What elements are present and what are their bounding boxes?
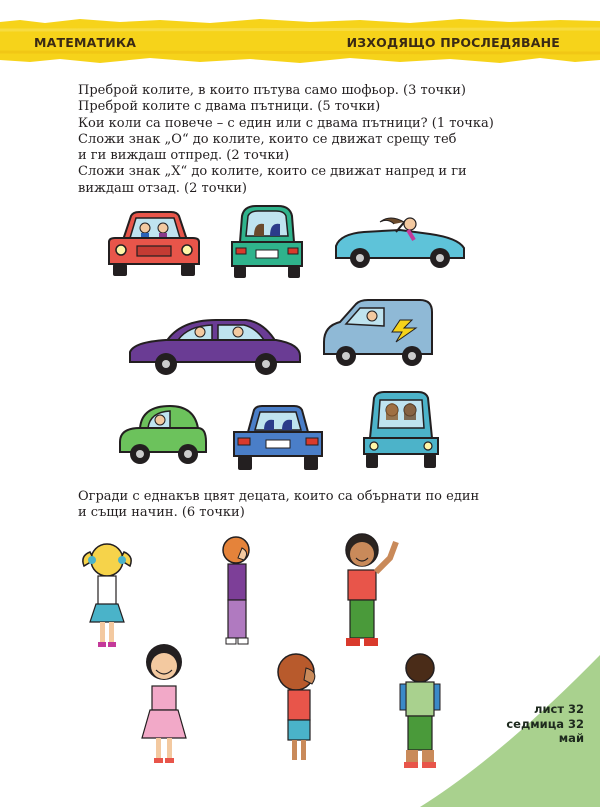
purple-sedan-illustration [126,312,304,382]
red-car-front-illustration [103,208,205,280]
blue-car-rear-illustration [228,402,328,474]
curly-girl-side-illustration [266,650,336,770]
task2-instructions [78,489,558,522]
green-car-rear-illustration [226,202,308,280]
grey-van-illustration [316,296,438,372]
task1-line: Кои коли са повече – с един или с двама пътници? (1 точка) [78,115,494,131]
task1-line: Сложи знак „X“ до колите, които се движат напред и ги [78,164,467,180]
task1-line: Преброй колите с двама пътници. (5 точки) [78,99,381,115]
task1-line: виждаш отзад. (2 точки) [78,180,247,196]
month-label: май [558,731,584,745]
week-number: седмица 32 [506,716,584,731]
subject-label: МАТЕМАТИКА [34,35,137,50]
page-info [506,702,584,746]
redhead-boy-side-illustration [212,530,262,650]
task1-line: Преброй колите, в които пътува само шофьор. (3 точки) [78,83,466,98]
blue-convertible-illustration [330,212,470,274]
page-header [0,0,600,80]
task1-instructions [78,83,558,197]
task2-line: Огради с еднакъв цвят децата, които са обърнати по един [78,489,480,504]
sheet-number: лист 32 [534,702,584,716]
teal-car-front-illustration [360,388,442,472]
blonde-girl-back-illustration [76,538,138,650]
waving-boy-front-illustration [330,528,406,654]
task2-line: и същи начин. (6 точки) [78,505,245,521]
small-green-car-illustration [116,400,208,470]
section-label: ИЗХОДЯЩО ПРОСЛЕДЯВАНЕ [346,35,560,50]
task1-line: Сложи знак „О“ до колите, които се движат срещу теб [78,131,457,147]
task1-line: и ги виждаш отпред. (2 точки) [78,148,290,164]
dark-hair-girl-front-illustration [136,640,192,768]
